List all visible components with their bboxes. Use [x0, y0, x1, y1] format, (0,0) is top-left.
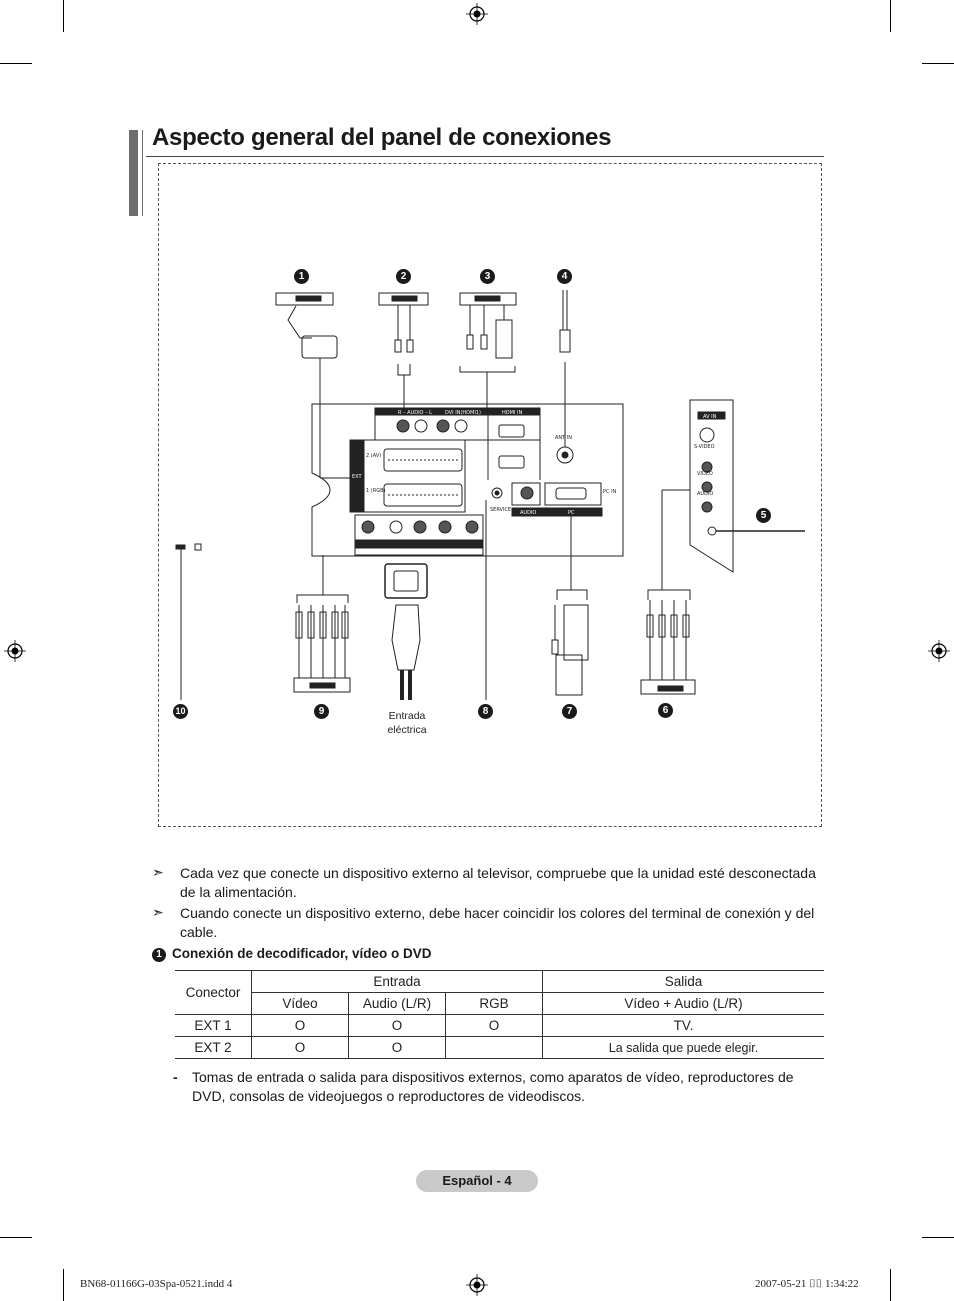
- note-1: [152, 864, 822, 902]
- table-cell: TV.: [543, 1015, 825, 1037]
- audio-lr-label: R – AUDIO – L: [398, 410, 432, 416]
- page-title: Aspecto general del panel de conexiones: [152, 124, 612, 151]
- table-row: [175, 1037, 824, 1059]
- connection-table: [175, 970, 824, 1059]
- callout-1: 1: [294, 269, 309, 284]
- note-arrow-icon: ➣: [152, 904, 164, 920]
- callout-6: 6: [658, 703, 673, 718]
- connection-panel-diagram: [160, 165, 820, 825]
- table-subheader-audio: Audio (L/R): [349, 993, 446, 1015]
- ext-label: EXT: [352, 474, 362, 480]
- audio-side-label: AUDIO: [697, 491, 714, 497]
- callout-2: 2: [396, 269, 411, 284]
- callout-3: 3: [480, 269, 495, 284]
- table-cell: O: [446, 1015, 543, 1037]
- crop-mark: [922, 63, 954, 64]
- registration-mark-icon: [466, 3, 488, 25]
- table-subheader-out: Vídeo + Audio (L/R): [543, 993, 825, 1015]
- pc-label: PC: [568, 510, 575, 516]
- title-accent-gap: [138, 130, 142, 216]
- registration-mark-icon: [928, 640, 950, 662]
- crop-mark: [890, 1269, 891, 1301]
- scart-ext-block: [350, 440, 465, 512]
- table-row: [175, 1015, 824, 1037]
- callout-9: 9: [314, 704, 329, 719]
- page-number-label: Español - 4: [416, 1170, 538, 1192]
- ext1-label: 1 (RGB): [366, 488, 386, 494]
- footer-filename: BN68-01166G-03Spa-0521.indd 4: [80, 1278, 233, 1290]
- crop-mark: [63, 0, 64, 32]
- crop-mark: [922, 1237, 954, 1238]
- table-subheader-rgb: RGB: [446, 993, 543, 1015]
- registration-mark-icon: [466, 1274, 488, 1296]
- component-in-label: COMPONENT IN: [384, 549, 424, 555]
- callout-5: 5: [756, 508, 771, 523]
- crop-mark: [0, 1237, 32, 1238]
- table-cell: O: [349, 1037, 446, 1059]
- note-2: [152, 904, 822, 942]
- dash-note-text: Tomas de entrada o salida para dispositivos externos, como aparatos de vídeo, reproductores de DVD, consolas de videojuegos o reproductores de videodiscos.: [192, 1069, 794, 1104]
- dash-note: [173, 1068, 823, 1106]
- s-video-label: S-VIDEO: [694, 444, 715, 450]
- table-header-entrada: Entrada: [252, 971, 543, 993]
- dvi-label: DVI IN(HDMI1): [445, 410, 481, 416]
- hdmi-in-label: HDMI IN: [502, 410, 523, 416]
- pc-in-label: PC IN: [603, 489, 617, 495]
- av-in-label: AV IN: [703, 414, 717, 420]
- table-cell: La salida que puede elegir.: [543, 1037, 825, 1059]
- title-rule: [146, 156, 824, 157]
- table-cell: EXT 2: [175, 1037, 252, 1059]
- callout-10: 10: [173, 704, 188, 719]
- section-badge: 1: [152, 948, 166, 962]
- section-heading: [152, 946, 432, 962]
- callout-7: 7: [562, 704, 577, 719]
- power-input-label: Entrada eléctrica: [387, 710, 427, 736]
- ant-in-label: ANT IN: [555, 435, 573, 441]
- table-header-conector: Conector: [175, 971, 252, 1015]
- crop-mark: [890, 0, 891, 32]
- crop-mark: [0, 63, 32, 64]
- ext2-label: 2 (AV): [366, 453, 382, 459]
- service-label: SERVICE: [490, 507, 512, 513]
- table-cell: O: [252, 1015, 349, 1037]
- table-cell: [446, 1037, 543, 1059]
- audio-label: AUDIO: [520, 510, 537, 516]
- table-header-salida: Salida: [543, 971, 825, 993]
- note-text: Cada vez que conecte un dispositivo externo al televisor, compruebe que la unidad esté desconectada de la alimentación.: [180, 865, 816, 900]
- registration-mark-icon: [4, 640, 26, 662]
- table-cell: O: [349, 1015, 446, 1037]
- callout-8: 8: [478, 704, 493, 719]
- video-label: VIDEO: [697, 471, 713, 477]
- section-title: Conexión de decodificador, vídeo o DVD: [172, 946, 432, 961]
- footer-date: 2007-05-21 ⌷⌷ 1:34:22: [755, 1278, 859, 1290]
- callout-4: 4: [557, 269, 572, 284]
- crop-mark: [63, 1269, 64, 1301]
- table-cell: EXT 1: [175, 1015, 252, 1037]
- table-cell: O: [252, 1037, 349, 1059]
- table-subheader-video: Vídeo: [252, 993, 349, 1015]
- dash-bullet: -: [173, 1069, 178, 1085]
- note-text: Cuando conecte un dispositivo externo, debe hacer coincidir los colores del terminal de conexión y del cable.: [180, 905, 815, 940]
- power-socket-icon: [385, 564, 427, 598]
- note-arrow-icon: ➣: [152, 864, 164, 880]
